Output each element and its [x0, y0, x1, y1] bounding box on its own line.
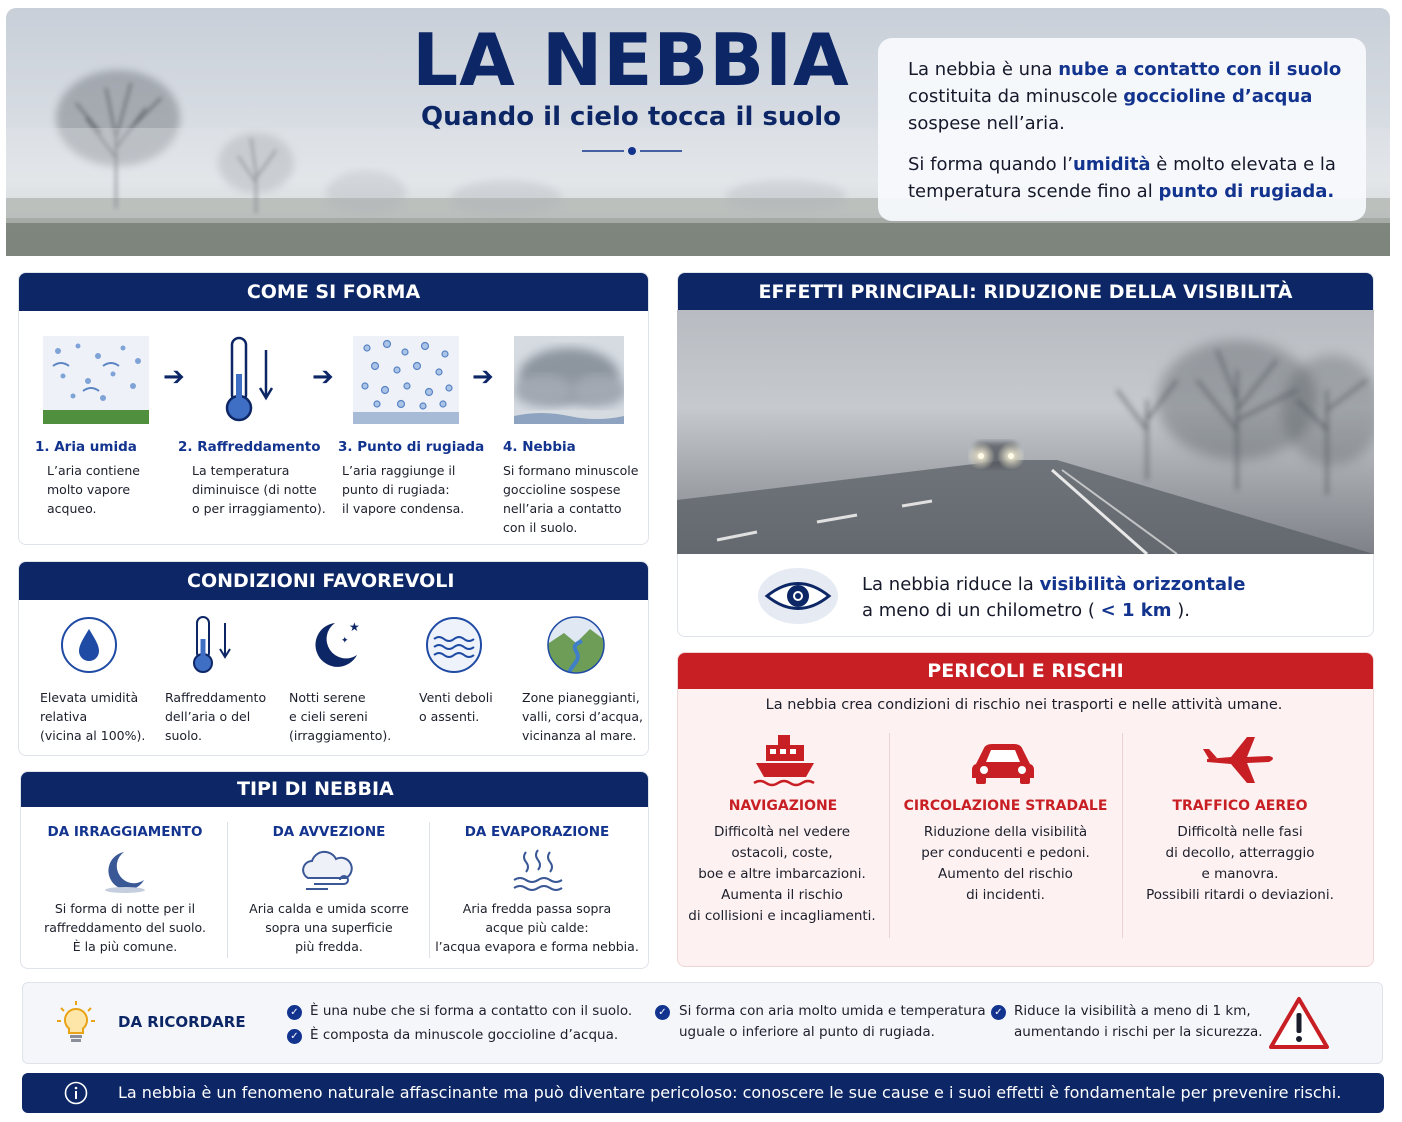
- step-label: 1. Aria umida: [35, 439, 137, 455]
- valley-river-icon: [546, 615, 606, 675]
- thermometer-down-icon: [185, 615, 237, 675]
- step-description: Si formano minuscole goccioline sospese nell’aria a contatto con il suolo.: [503, 463, 639, 535]
- footer-text: La nebbia è un fenomeno naturale affascinante ma può diventare pericoloso: conoscere le sue cause e i suoi effetti è fondamentale per prevenire rischi.: [118, 1083, 1342, 1102]
- step-label: 2. Raffreddamento: [178, 439, 321, 455]
- arrow-right-icon: ➔: [472, 362, 494, 392]
- conditions-header: CONDIZIONI FAVOREVOLI: [19, 562, 648, 600]
- formation-header: COME SI FORMA: [19, 273, 648, 311]
- cloud-wind-icon: [296, 848, 362, 894]
- step-description: L’aria contiene molto vapore acqueo.: [47, 463, 140, 516]
- step-label: 3. Punto di rugiada: [338, 439, 485, 455]
- info-icon: [64, 1081, 88, 1105]
- risk-label: NAVIGAZIONE: [728, 798, 838, 814]
- fog-type-text: Aria fredda passa sopra acque più calde: l’acqua evapora e forma nebbia.: [435, 901, 639, 954]
- remember-point: Riduce la visibilità a meno di 1 km, aumentando i rischi per la sicurezza.: [1014, 1003, 1263, 1040]
- remember-point: È una nube che si forma a contatto con il suolo.: [310, 1003, 633, 1019]
- condensation-droplets-icon: [353, 336, 459, 424]
- steam-icon: [510, 848, 566, 894]
- step-description: L’aria raggiunge il punto di rugiada: il vapore condensa.: [342, 463, 465, 516]
- moon-icon: [100, 848, 150, 894]
- foggy-road-illustration: [677, 310, 1374, 554]
- fog-type-label: DA IRRAGGIAMENTO: [47, 824, 203, 840]
- check-icon: ✓: [287, 1029, 302, 1044]
- fog-type-text: Aria calda e umida scorre sopra una superficie più fredda.: [249, 901, 409, 954]
- fog-layer-icon: [514, 336, 624, 424]
- condition-text: Notti serene e cieli sereni (irraggiamento).: [289, 690, 392, 743]
- warning-icon: [1268, 995, 1330, 1051]
- remember-title: DA RICORDARE: [118, 1013, 246, 1031]
- condition-text: Zone pianeggianti, valli, corsi d’acqua, vicinanza al mare.: [522, 690, 643, 743]
- risks-intro: La nebbia crea condizioni di rischio nei trasporti e nelle attività umane.: [765, 697, 1283, 713]
- ship-icon: [752, 733, 820, 787]
- moon-stars-icon: [305, 615, 365, 675]
- fog-type-text: Si forma di notte per il raffreddamento del suolo. È la più comune.: [44, 901, 206, 954]
- humid-air-icon: [43, 336, 149, 424]
- step-label: 4. Nebbia: [503, 439, 576, 455]
- calm-waves-icon: [424, 615, 484, 675]
- page-subtitle: Quando il cielo tocca il suolo: [420, 102, 842, 132]
- visibility-text: La nebbia riduce la visibilità orizzontale a meno di un chilometro ( < 1 km ).: [862, 574, 1246, 621]
- thermometer-down-icon: [218, 336, 280, 424]
- eye-icon: [757, 567, 839, 625]
- effects-header: EFFETTI PRINCIPALI: RIDUZIONE DELLA VISIBILITÀ: [678, 273, 1373, 311]
- fog-types-header: TIPI DI NEBBIA: [21, 772, 648, 807]
- risk-text: Riduzione della visibilità per conducenti e pedoni. Aumento del rischio di incidenti.: [921, 824, 1090, 903]
- check-icon: ✓: [991, 1005, 1006, 1020]
- check-icon: ✓: [655, 1005, 670, 1020]
- intro-box: [878, 38, 1366, 221]
- water-drop-icon: [59, 615, 119, 675]
- car-icon: [970, 738, 1036, 786]
- risk-text: Difficoltà nelle fasi di decollo, atterraggio e manovra. Possibili ritardi o deviazioni.: [1146, 824, 1334, 903]
- lightbulb-icon: [56, 1000, 96, 1046]
- svg-text:✦: ✦: [341, 636, 349, 646]
- condition-text: Venti deboli o assenti.: [419, 690, 493, 724]
- page-title: LA NEBBIA: [412, 18, 850, 102]
- step-description: La temperatura diminuisce (di notte o per irraggiamento).: [192, 463, 326, 516]
- remember-point: Si forma con aria molto umida e temperatura uguale o inferiore al punto di rugiada.: [679, 1003, 986, 1040]
- foggy-road-photo: [677, 310, 1374, 554]
- arrow-right-icon: ➔: [312, 362, 334, 392]
- intro-paragraph-1: La nebbia è una nube a contatto con il suolo costituita da minuscole goccioline d’acqua sospese nell’aria.: [908, 59, 1342, 134]
- arrow-right-icon: ➔: [163, 362, 185, 392]
- condition-text: Elevata umidità relativa (vicina al 100%).: [40, 690, 146, 743]
- footer-bar: [22, 1073, 1384, 1113]
- intro-paragraph-2: Si forma quando l’umidità è molto elevata e la temperatura scende fino al punto di rugiada.: [908, 154, 1336, 202]
- risk-label: CIRCOLAZIONE STRADALE: [903, 798, 1108, 814]
- risks-header: PERICOLI E RISCHI: [678, 653, 1373, 689]
- remember-point: È composta da minuscole goccioline d’acqua.: [310, 1027, 619, 1043]
- risk-text: Difficoltà nel vedere ostacoli, coste, boe e altre imbarcazioni. Aumenta il rischio di collisioni e incagliamenti.: [688, 824, 876, 924]
- title-divider: [582, 146, 682, 156]
- risk-label: TRAFFICO AEREO: [1172, 798, 1308, 814]
- condition-text: Raffreddamento dell’aria o del suolo.: [165, 690, 267, 743]
- airplane-icon: [1203, 733, 1279, 787]
- check-icon: ✓: [287, 1005, 302, 1020]
- svg-text:★: ★: [349, 620, 360, 634]
- fog-type-label: DA EVAPORAZIONE: [464, 824, 610, 840]
- fog-type-label: DA AVVEZIONE: [272, 824, 386, 840]
